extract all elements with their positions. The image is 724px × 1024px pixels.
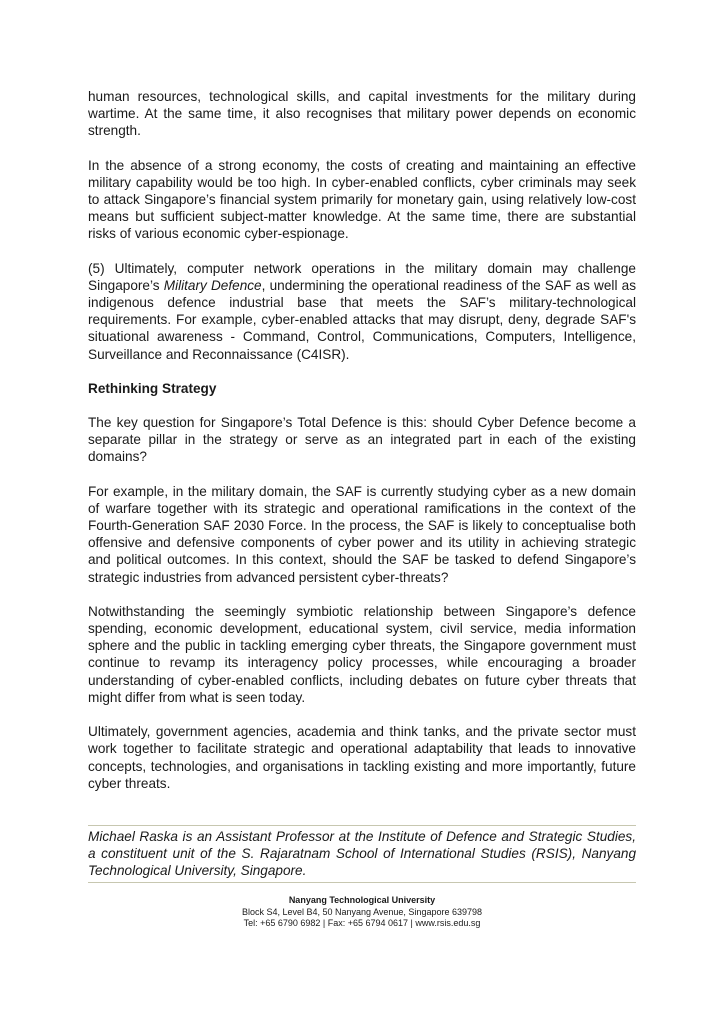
paragraph-4: The key question for Singapore’s Total Defence is this: should Cyber Defence become a separate pillar in the strategy or serve as an integrated part in each of the existing domains? xyxy=(88,415,636,465)
article-body xyxy=(88,88,636,809)
author-note: Michael Raska is an Assistant Professor at the Institute of Defence and Strategic Studies, a constituent unit of the S. Rajaratnam School of International Studies (RSIS), Nanyang Technological University, Singapore. xyxy=(88,829,636,879)
footer-org: Nanyang Technological University xyxy=(288,895,436,905)
paragraph-3-emphasis: Military Defence xyxy=(163,277,262,293)
footer-contact: Tel: +65 6790 6982 | Fax: +65 6794 0617 | www.rsis.edu.sg xyxy=(243,918,481,928)
paragraph-1: human resources, technological skills, and capital investments for the military during wartime. At the same time, it also recognises that military power depends on economic strength. xyxy=(88,89,636,139)
paragraph-5: For example, in the military domain, the SAF is currently studying cyber as a new domain of warfare together with its strategic and operational ramifications in the context of the Fourth-Generation SAF 2030 Force. In the process, the SAF is likely to conceptualise both offensive and defensive components of cyber power and its utility in achieving strategic and political outcomes. In this context, should the SAF be tasked to defend Singapore’s strategic industries from advanced persistent cyber-threats? xyxy=(88,483,636,585)
paragraph-3 xyxy=(88,260,636,363)
paragraph-2: In the absence of a strong economy, the costs of creating and maintaining an effective military capability would be too high. In cyber-enabled conflicts, cyber criminals may seek to attack Singapore’s financial system primarily for monetary gain, using relatively low-cost means but sufficient subject-matter knowledge. At the same time, there are substantial risks of various economic cyber-espionage. xyxy=(88,157,636,242)
paragraph-6: Notwithstanding the seemingly symbiotic relationship between Singapore’s defence spending, economic development, educational system, civil service, media information sphere and the public in tackling emerging cyber threats, the Singapore government must continue to revamp its interagency policy processes, while encouraging a broader understanding of cyber-enabled conflicts, including debates on future cyber threats that might differ from what is seen today. xyxy=(88,603,636,705)
section-heading: Rethinking Strategy xyxy=(88,380,217,396)
author-note-box xyxy=(88,825,636,883)
paragraph-7: Ultimately, government agencies, academia and think tanks, and the private sector must work together to facilitate strategic and operational adaptability that leads to innovative concepts, technologies, and organisations in tackling existing and more importantly, future cyber threats. xyxy=(88,724,636,791)
paragraph-3-rest: , undermining the operational readiness of the SAF as well as indigenous defence industrial base that meets the SAF’s military-technological requirements. For example, cyber-enabled attacks that may disrupt, deny, degrade SAF's situational awareness - Command, Control, Communications, Computers, Intelligence, Surveillance and Reconnaissance (C4ISR). xyxy=(88,277,637,362)
footer-address: Block S4, Level B4, 50 Nanyang Avenue, Singapore 639798 xyxy=(241,906,482,917)
page-footer xyxy=(88,895,636,930)
paragraph-3-lead: (5) Ultimately, computer network operations in the military domain may challenge Singapore’s xyxy=(88,260,636,293)
